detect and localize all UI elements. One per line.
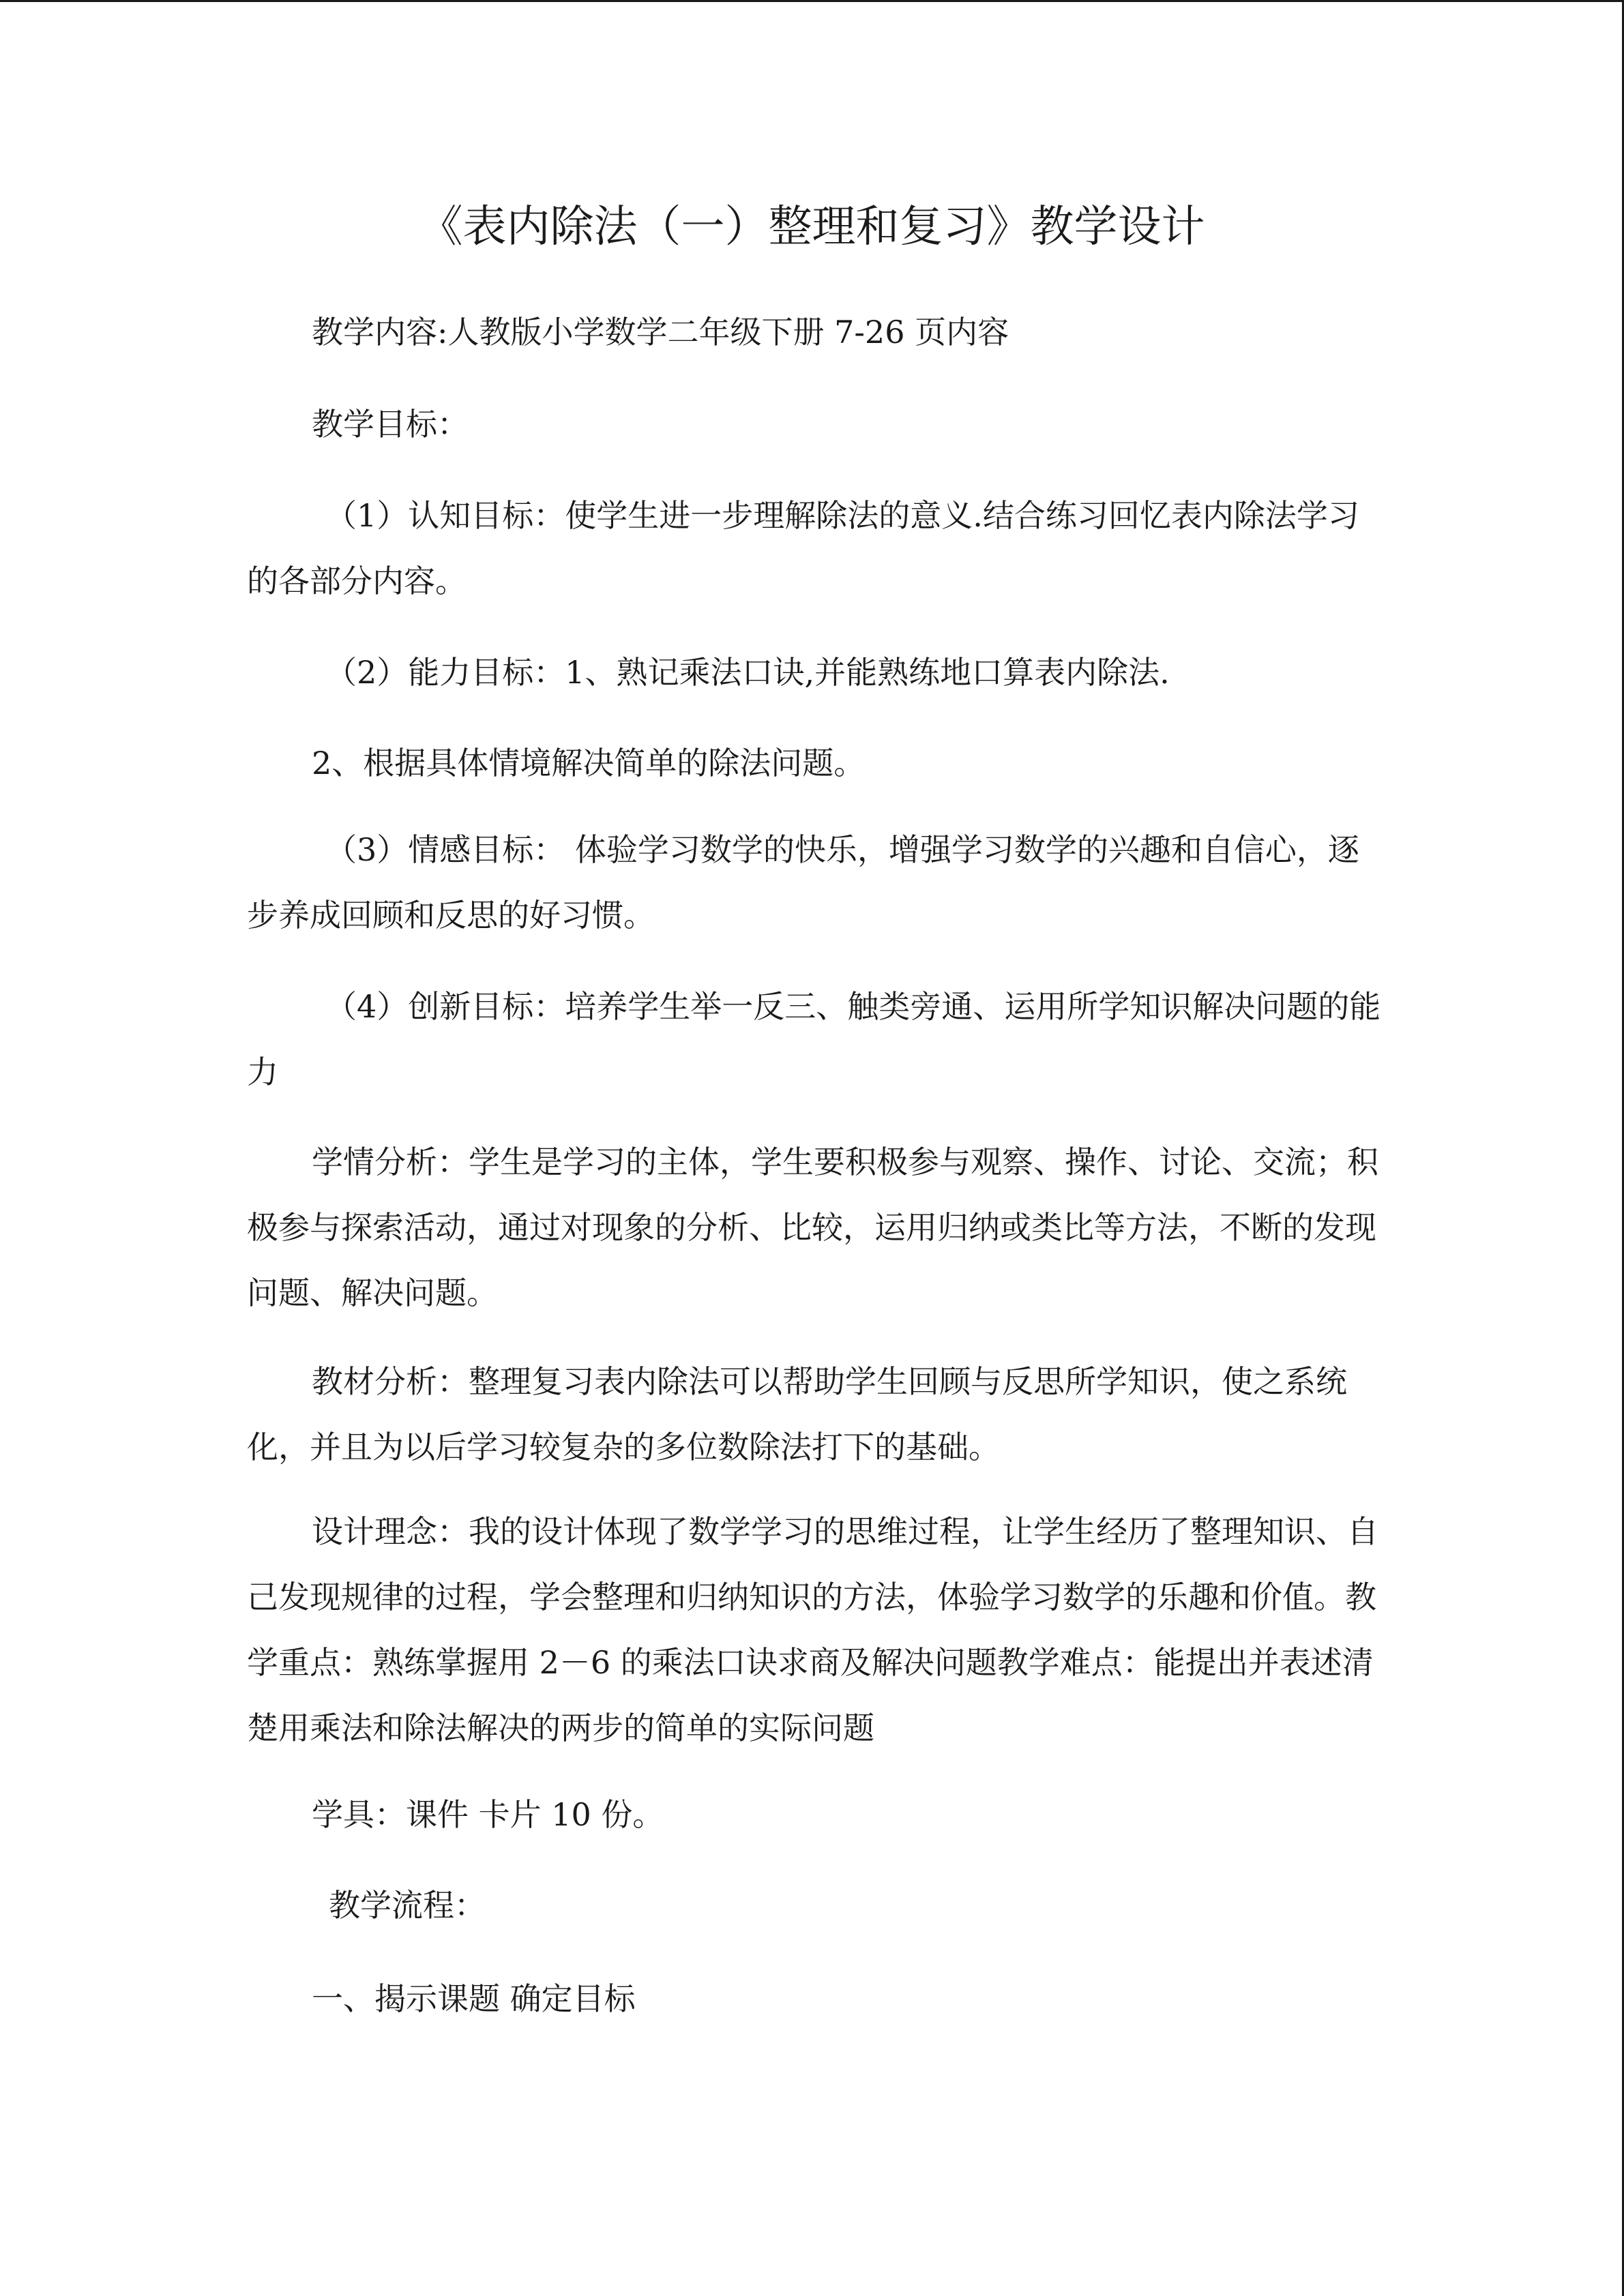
- section-heading-reveal-topic: 一、揭示课题 确定目标: [312, 1980, 636, 2017]
- paragraph-learning-tools: 学具：课件 卡片 10 份。: [312, 1796, 664, 1833]
- paragraph-ability-goal-2: 2、根据具体情境解决简单的除法问题。: [312, 745, 866, 781]
- paragraph-ability-goal: （2）能力目标：1、熟记乘法口诀,并能熟练地口算表内除法.: [325, 654, 1170, 691]
- paragraph-cognitive-goal: （1）认知目标：使学生进一步理解除法的意义.结合练习回忆表内除法学习的各部分内容。: [247, 497, 1359, 599]
- paragraph-design-concept: 设计理念：我的设计体现了数学学习的思维过程，让学生经历了整理知识、自己发现规律的过程，学会整理和归纳知识的方法，体验学习数学的乐趣和价值。教学重点：熟练掌握用 2－6 的乘法口诀求商及解决问题教学难点：能提出并表述清楚用乘法和除法解决的两步的简单的实际问题: [247, 1513, 1378, 1746]
- paragraph-emotional-goal: （3）情感目标： 体验学习数学的快乐，增强学习数学的兴趣和自信心，逐步养成回顾和反思的好习惯。: [247, 831, 1359, 934]
- paragraph-learner-analysis: 学情分析：学生是学习的主体，学生要积极参与观察、操作、讨论、交流；积极参与探索活动，通过对现象的分析、比较，运用归纳或类比等方法，不断的发现问题、解决问题。: [247, 1144, 1378, 1311]
- paragraph-innovation-goal: （4）创新目标：培养学生举一反三、触类旁通、运用所学知识解决问题的能力: [247, 988, 1381, 1090]
- paragraph-material-analysis: 教材分析：整理复习表内除法可以帮助学生回顾与反思所学知识，使之系统化，并且为以后学习较复杂的多位数除法打下的基础。: [247, 1363, 1347, 1465]
- document-title: 《表内除法（一）整理和复习》教学设计: [419, 202, 1205, 252]
- paragraph-teaching-content: 教学内容:人教版小学数学二年级下册 7-26 页内容: [312, 314, 1009, 351]
- paragraph-teaching-goals: 教学目标：: [312, 406, 469, 443]
- paragraph-teaching-process: 教学流程：: [329, 1887, 486, 1924]
